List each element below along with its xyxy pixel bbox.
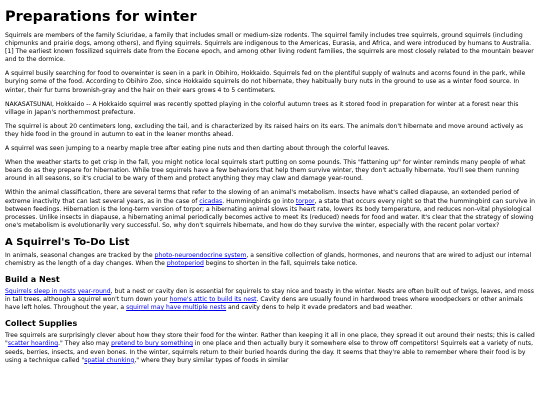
spatial-chunking-link[interactable]: spatial chunking <box>84 356 135 364</box>
photo-neuroendocrine-link[interactable]: photo-neuroendocrine system <box>154 251 247 259</box>
nest-text-1: , but a nest or cavity den is essential for squirrels to stay nice and toasty in the winter. Nests are often built out of twigs, leaves, and moss in tall trees, although a squirrel won't turn down your <box>5 288 534 304</box>
intro-paragraph-4: The squirrel is about 20 centimeters long, excluding the tail, and is characterized by its raised hairs on its ears. The animals don't hibernate and move around actively as they hide food in the ground in autumn to eat in the leaner months ahead. <box>5 122 524 138</box>
supplies-text-1: Tree squirrels are surprisingly clever about how they store their food for the winter. Rather than keeping it all in one place, they spread it out around their nests; this is called " <box>5 332 535 348</box>
intro-paragraph-6: When the weather starts to get crisp in the fall, you might notice local squirrels start putting on some pounds. This "fattening up" for winter reminds many people of what bears do as they prepare for hibernation. While tree squirrels have a few behaviors that help them survive winter, they don't actually hibernate. You'll see them running around in all seasons, so it's crucial to be wary of them and protect anything they may claw and damage year-round. <box>5 159 526 183</box>
sleep-in-nests-link[interactable]: Squirrels sleep in nests year-round <box>5 288 111 296</box>
intro-paragraph-3: NAKASATSUNAI, Hokkaido -- A Hokkaido squirrel was recently spotted playing in the colorful autumn trees as it stored food in preparation for winter at a forest near this village in Japan's northernmost prefecture. <box>5 100 519 116</box>
diapause-text-3: , a state that occurs every night so that the hummingbird can survive in between feedings. Hibernation is the long-term version of torpor; a hibernating animal slows its heart rate, lowers its body temperature, and reduces non-vital physiological processes. Unlike insects in diapause, a hibernating animal periodically becomes active to meet its (reduced) needs for food and water. It's clear that the strategy of slowing one's metabolism is evolutionarily very successful. So, why don't squirrels hibernate, and how do they survive the winter, especially with the recent polar vortex? <box>5 197 535 229</box>
nest-paragraph <box>5 288 535 312</box>
supplies-text-2: ." They also may <box>58 340 112 348</box>
page-title: Preparations for winter <box>5 9 197 25</box>
multiple-nests-link[interactable]: squirrel may have multiple nests <box>126 304 227 312</box>
supplies-paragraph <box>5 332 535 364</box>
intro-paragraph-5: A squirrel was seen jumping to a nearby maple tree after eating pine nuts and then darting about through the colorful leaves. <box>5 145 390 153</box>
attic-nest-link[interactable]: home's attic to build its nest <box>169 296 257 304</box>
diapause-text-2: . Hummingbirds go into <box>222 197 296 205</box>
todo-text-1: In animals, seasonal changes are tracked by the <box>5 251 155 259</box>
cicadas-link[interactable]: cicadas <box>199 197 223 205</box>
supplies-text-3: in one place and then actually bury it somewhere else to throw off competitors! Squirrels eat a variety of nuts, seeds, berries, insects, and even bones. In the winter, squirrels return to their buried hoards during the day. It seems that they're able to remember where their food is by using a technique called " <box>5 340 534 364</box>
torpor-link[interactable]: torpor <box>295 197 315 205</box>
todo-paragraph <box>5 252 535 268</box>
diapause-paragraph <box>5 189 535 229</box>
intro-paragraph-1: Squirrels are members of the family Sciuridae, a family that includes small or medium-size rodents. The squirrel family includes tree squirrels, ground squirrels (including chipmunks and prairie dogs, among others), and flying squirrels. Squirrels are indigenous to the Americas, Eurasia, and Africa, and were introduced by humans to Australia.[1] The earliest known fossilized squirrels date from the Eocene epoch, and among other living rodent families, the squirrels are most closely related to the mountain beaver and to the dormice. <box>5 32 534 64</box>
scatter-hoarding-link[interactable]: scatter hoarding <box>7 340 59 348</box>
intro-paragraph-2: A squirrel busily searching for food to overwinter is seen in a park in Obihiro, Hokkaido. Squirrels fed on the plentiful supply of walnuts and acorns found in the park, while burying some of the food. According to Obihiro Zoo, since Hokkaido squirrels do not hibernate, they habitually bury nuts in the ground to use as a winter food source. In winter, their fur turns brownish-gray and the hair on their ears grows 4 to 5 centimeters. <box>5 70 526 94</box>
nest-heading: Build a Nest <box>5 275 60 285</box>
todo-text-3: begins to shorten in the fall, squirrels take notice. <box>203 259 358 267</box>
supplies-text-4: ," where they bury similar types of foods in similar <box>134 356 289 364</box>
todo-heading: A Squirrel's To-Do List <box>5 236 130 248</box>
photoperiod-link[interactable]: photoperiod <box>166 259 204 267</box>
supplies-heading: Collect Supplies <box>5 319 78 329</box>
nest-text-3: and cavity dens to help it evade predators and bad weather. <box>226 304 413 312</box>
pretend-bury-link[interactable]: pretend to bury something <box>111 340 193 348</box>
nest-text-2: . Cavity dens are usually found in hardwood trees where woodpeckers or other animals have left holes. Throughout the year, a <box>5 296 523 312</box>
diapause-text-1: Within the animal classification, there are several terms that refer to the slowing of an animal's metabolism. Insects have what's called diapause, an extended period of extreme inactivity that can last several years, as in the case of <box>5 189 520 205</box>
todo-text-2: , a sensitive collection of glands, hormones, and neurons that are wired to adjust our internal chemistry as the length of a day changes. When the <box>5 251 532 267</box>
